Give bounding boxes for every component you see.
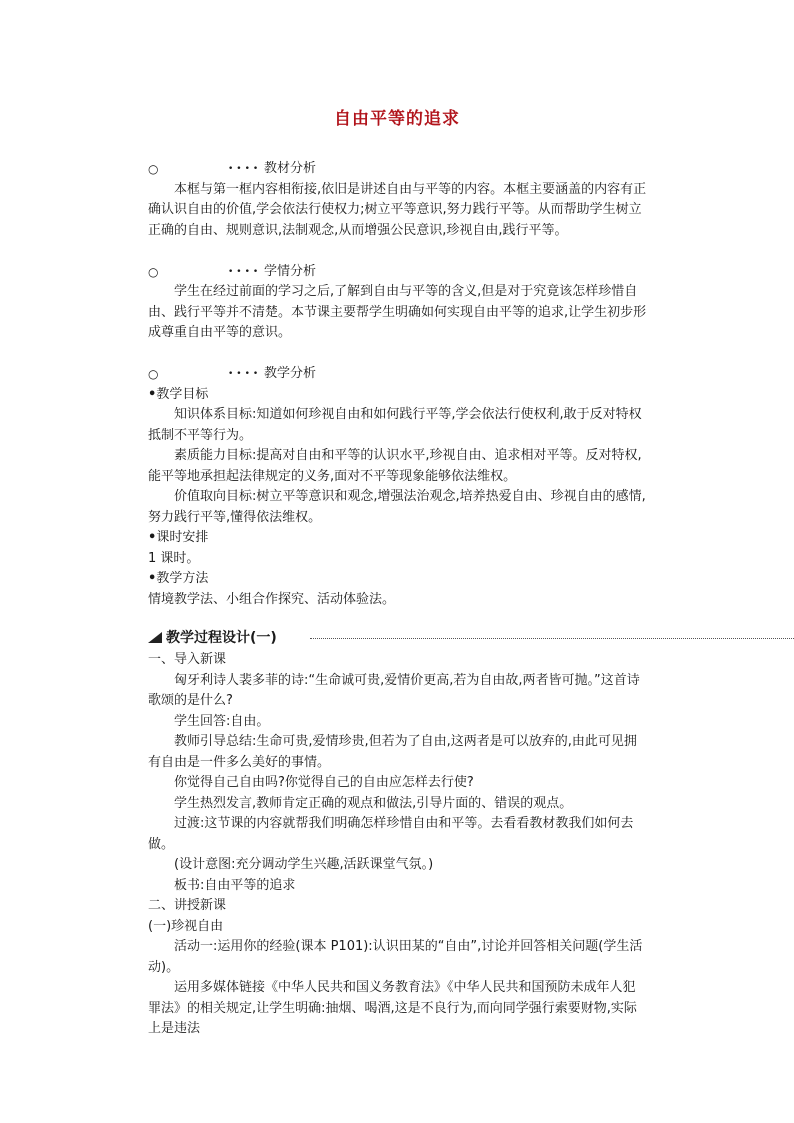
goal-ability: 素质能力目标:提高对自由和平等的认识水平,珍视自由、追求相对平等。反对特权,能平等地承担起法律规定的义务,面对不平等现象能够依法维权。 <box>148 448 642 484</box>
goal-values: 价值取向目标:树立平等意识和观念,增强法治观念,培养热爱自由、珍视自由的感情,努力践行平等,懂得依法维权。 <box>148 489 646 525</box>
section-label: 教学分析 <box>264 366 317 381</box>
document-body <box>148 159 648 1040</box>
lesson-line: 你觉得自己自由吗?你觉得自己的自由应怎样去行使? <box>174 775 474 790</box>
triangle-icon <box>148 632 162 643</box>
process-design-heading: 教学过程设计(一) <box>148 628 648 650</box>
lesson-line: 运用多媒体链接《中华人民共和国义务教育法》《中华人民共和国预防未成年人犯罪法》的相关规定,让学生明确:抽烟、喝酒,这是不良行为,而向同学强行索要财物,实际上是违法 <box>148 980 637 1036</box>
dots-icon: •••• <box>228 164 262 174</box>
section-label: 学情分析 <box>264 263 317 279</box>
lesson-line: (一)珍视自由 <box>148 918 224 934</box>
document-title: 自由平等的追求 <box>334 109 460 129</box>
circle-icon: ○ <box>148 264 159 279</box>
paragraph-textbook-analysis: 本框与第一框内容相衔接,依旧是讲述自由与平等的内容。本框主要涵盖的内容有正确认识自由的价值,学会依法行使权力;树立平等意识,努力践行平等。从而帮助学生树立正确的自由、规则意识,法制观念,从而增强公民意识,珍视自由,践行平等。 <box>148 181 647 238</box>
subheading-class-hours: • 课时安排 <box>148 528 648 549</box>
section-heading-student-analysis <box>148 262 648 283</box>
lesson-line: 学生回答:自由。 <box>174 713 270 729</box>
subheading-teaching-goals: • 教学目标 <box>148 385 648 406</box>
section-label: 教材分析 <box>264 161 317 176</box>
lesson-line: 教师引导总结:生命可贵,爱情珍贵,但若为了自由,这两者是可以放弃的,由此可见拥有自由是一件多么美好的事情。 <box>148 734 637 770</box>
dots-icon: •••• <box>228 369 262 379</box>
lesson-line: 学生热烈发言,教师肯定正确的观点和做法,引导片面的、错误的观点。 <box>174 795 573 811</box>
circle-icon: ○ <box>148 162 159 176</box>
lesson-line: 一、导入新课 <box>148 652 227 667</box>
dotted-leader-line <box>310 638 794 639</box>
lesson-line: 匈牙利诗人裴多菲的诗:“生命诚可贵,爱情价更高,若为自由故,两者皆可抛。”这首诗歌颂的是什么? <box>148 672 640 708</box>
paragraph-student-analysis: 学生在经过前面的学习之后,了解到自由与平等的含义,但是对于究竟该怎样珍惜自由、践行平等并不清楚。本节课主要帮学生明确如何实现自由平等的追求,让学生初步形成尊重自由平等的意识。 <box>148 284 647 340</box>
circle-icon: ○ <box>148 367 159 381</box>
class-hours-text: 1 课时。 <box>148 550 200 566</box>
section-heading-teaching-analysis <box>148 364 648 385</box>
section-heading-textbook-analysis <box>148 159 648 180</box>
lesson-line: 板书:自由平等的追求 <box>174 877 296 893</box>
dots-icon: •••• <box>228 266 262 277</box>
subheading-teaching-method: • 教学方法 <box>148 569 648 590</box>
goal-knowledge: 知识体系目标:知道如何珍视自由和如何践行平等,学会依法行使权利,敢于反对特权抵制不平等行为。 <box>148 407 642 443</box>
lesson-line: 二、讲授新课 <box>148 898 227 913</box>
teaching-method-text: 情境教学法、小组合作探究、活动体验法。 <box>148 591 396 607</box>
lesson-line: (设计意图:充分调动学生兴趣,活跃课堂气氛。) <box>174 857 434 872</box>
lesson-line: 活动一:运用你的经验(课本 P101):认识田某的“自由”,讨论并回答相关问题(学生活动)。 <box>148 939 643 975</box>
lesson-line: 过渡:这节课的内容就帮我们明确怎样珍惜自由和平等。去看看教材教我们如何去做。 <box>148 816 634 852</box>
